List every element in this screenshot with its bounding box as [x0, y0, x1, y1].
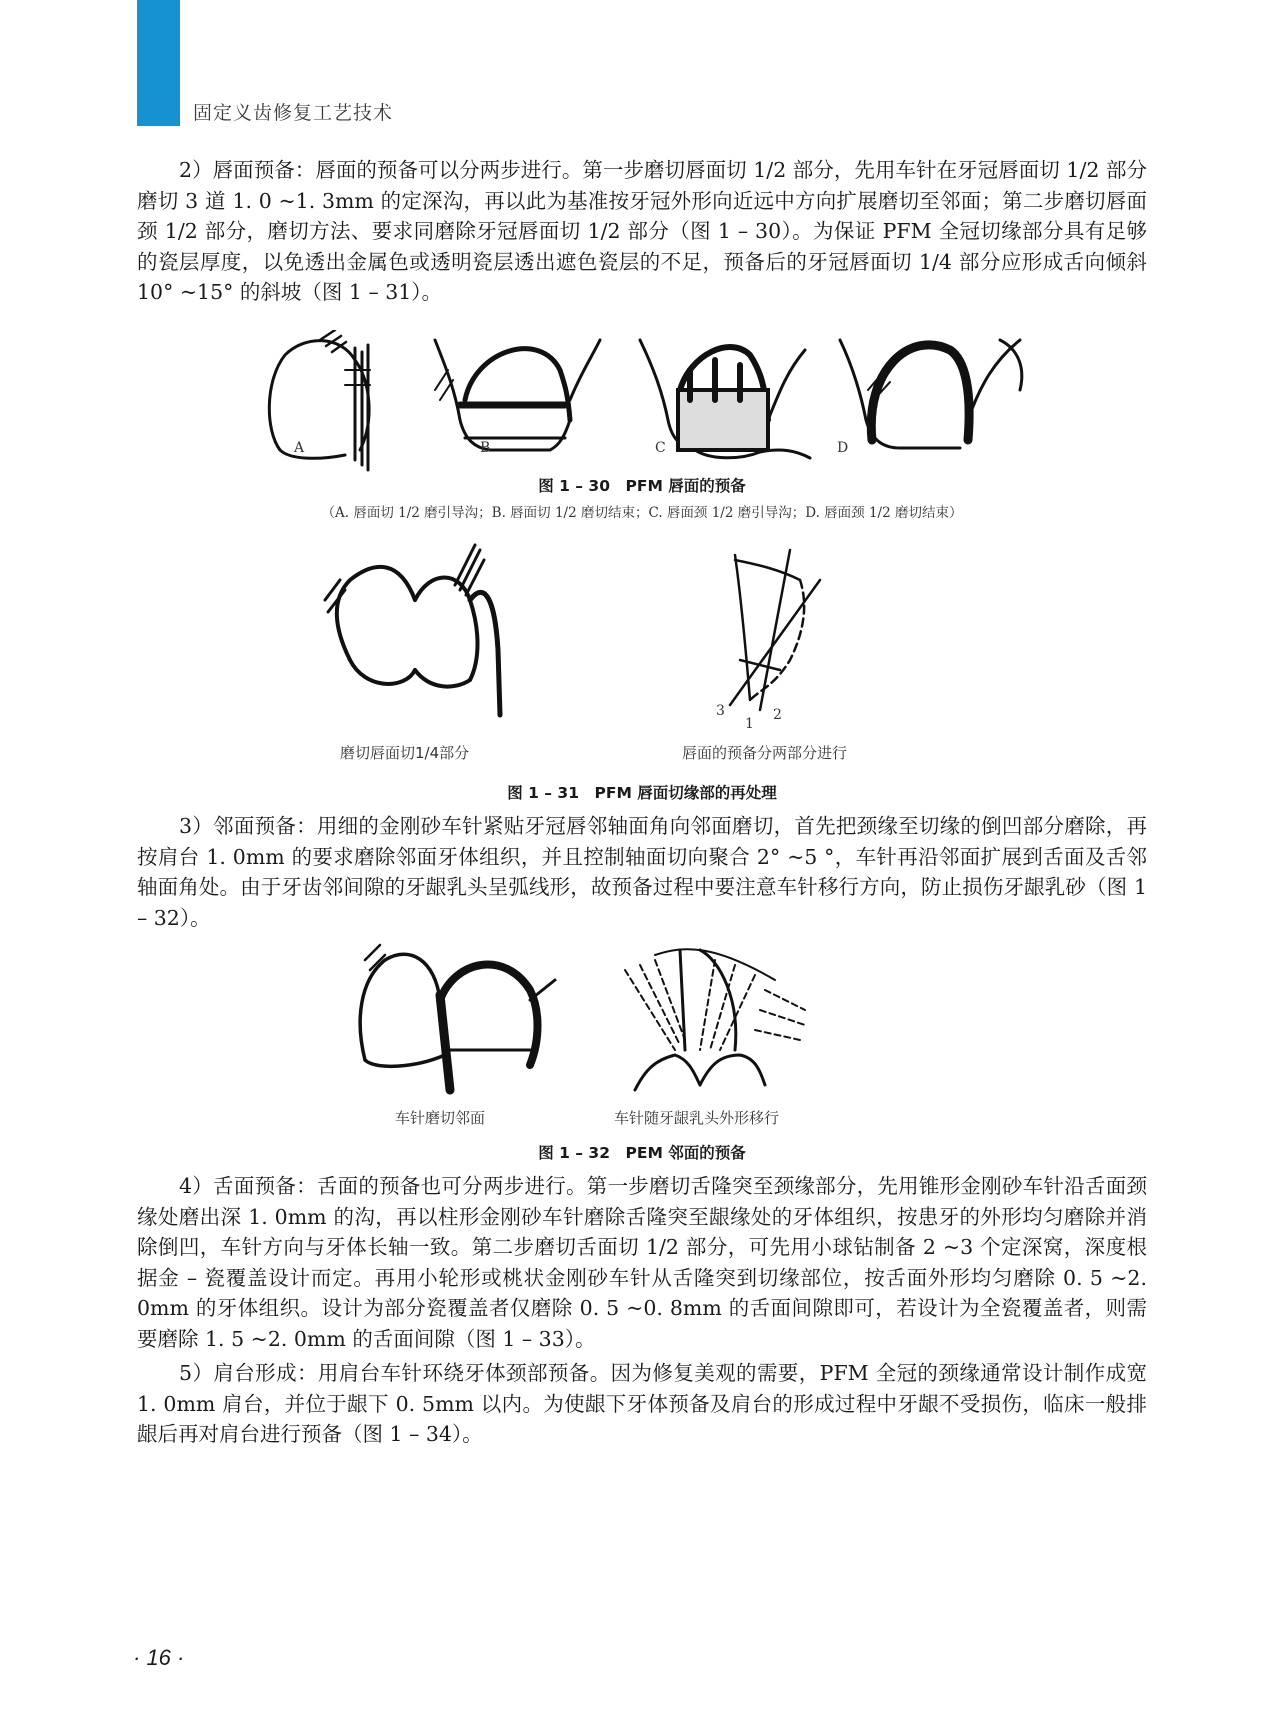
- figure-1-30-caption: 图 1 – 30 PFM 唇面的预备: [538, 477, 746, 495]
- panel-label-c: C: [655, 440, 666, 456]
- fig32-left-label: 车针磨切邻面: [395, 1109, 486, 1127]
- fig31-right-label: 唇面的预备分两部分进行: [682, 744, 848, 762]
- paragraph-shoulder-text: 5）肩台形成：用肩台车针环绕牙体颈部预备。因为修复美观的需要，PFM 全冠的颈缘通常设计制作成宽 1. 0mm 肩台，并位于龈下 0. 5mm 以内。为使龈下牙体预备及肩台的形成过程中牙龈不受损伤，临床一般排龈后再对肩台进行预备（图 1 – 34）。: [137, 1361, 1147, 1446]
- figure-1-31-caption: 图 1 – 31 PFM 唇面切缘部的再处理: [507, 784, 777, 802]
- panel-label-d: D: [837, 440, 849, 456]
- panel-label-b: B: [480, 440, 491, 456]
- panel-label-a: A: [294, 440, 305, 456]
- fig32-right-label: 车针随牙龈乳头外形移行: [614, 1109, 780, 1127]
- figure-1-30-drawing: [260, 330, 1030, 485]
- paragraph-proximal-prep: [137, 811, 1147, 933]
- paragraph-lingual-prep: [137, 1171, 1147, 1354]
- panel-d-tooth: [840, 340, 1022, 448]
- figure-1-32-drawing: [355, 940, 825, 1100]
- paragraph-labial-text: 2）唇面预备：唇面的预备可以分两步进行。第一步磨切唇面切 1/2 部分，先用车针在牙冠唇面切 1/2 部分磨切 3 道 1. 0 ~1. 3mm 的定深沟，再以此为基准按牙冠外形向近远中方向扩展磨切至邻面；第二步磨切唇面颈 1/2 部分，磨切方法、要求同磨除牙冠唇面切 1/2 部分（图 1 – 30）。为保证 PFM 全冠切缘部分具有足够的瓷层厚度，以免透出金属色或透明瓷层透出遮色瓷层的不足，预备后的牙冠唇面切 1/4 部分应形成舌向倾斜 10° ~15° 的斜坡（图 1 – 31）。: [137, 158, 1147, 304]
- fig31-num-2: 2: [773, 707, 782, 723]
- panel-a-tooth: [269, 330, 370, 470]
- fig31-left-label: 磨切唇面切1/4部分: [340, 744, 470, 762]
- running-header: 固定义齿修复工艺技术: [193, 102, 394, 124]
- paragraph-lingual-text: 4）舌面预备：舌面的预备也可分两步进行。第一步磨切舌隆突至颈缘部分，先用锥形金刚砂车针沿舌面颈缘处磨出深 1. 0mm 的沟，再以柱形金刚砂车针磨除舌隆突至龈缘处的牙体组织，按患牙的外形均匀磨除并消除倒凹，车针方向与牙体长轴一致。第二步磨切舌面切 1/2 部分，可先用小球钻制备 2 ~3 个定深窝，深度根据金 – 瓷覆盖设计而定。再用小轮形或桃状金刚砂车针从舌隆突到切缘部位，按舌面外形均匀磨除 0. 5 ~2. 0mm 的牙体组织。设计为部分瓷覆盖者仅磨除 0. 5 ~0. 8mm 的舌面间隙即可，若设计为全瓷覆盖者，则需要磨除 1. 5 ~2. 0mm 的舌面间隙（图 1 – 33）。: [137, 1174, 1147, 1351]
- page-number: · 16 ·: [133, 1645, 185, 1670]
- figure-1-31-drawing: [320, 540, 840, 725]
- panel-b-tooth: [435, 340, 600, 450]
- paragraph-shoulder-prep: [137, 1358, 1147, 1450]
- fig31-num-3: 3: [716, 703, 725, 719]
- fig31-num-1: 1: [745, 716, 754, 732]
- fig31-right-diagram: [730, 550, 820, 710]
- figure-1-30-subcaption: （A. 唇面切 1/2 磨引导沟；B. 唇面切 1/2 磨切结束；C. 唇面颈 1/2 磨引导沟；D. 唇面颈 1/2 磨切结束）: [321, 505, 963, 521]
- fig32-left-teeth: [360, 945, 555, 1090]
- fig31-left-teeth: [325, 545, 500, 715]
- fig32-right-diagram: [625, 949, 805, 1090]
- paragraph-labial-prep: [137, 155, 1147, 308]
- chapter-color-tab: [137, 0, 180, 126]
- paragraph-proximal-text: 3）邻面预备：用细的金刚砂车针紧贴牙冠唇邻轴面角向邻面磨切，首先把颈缘至切缘的倒凹部分磨除，再按肩台 1. 0mm 的要求磨除邻面牙体组织，并且控制轴面切向聚合 2° ~5 °，车针再沿邻面扩展到舌面及舌邻轴面角处。由于牙齿邻间隙的牙龈乳头呈弧线形，故预备过程中要注意车针移行方向，防止损伤牙龈乳砂（图 1 – 32）。: [137, 814, 1147, 930]
- figure-1-32-caption: 图 1 – 32 PEM 邻面的预备: [538, 1144, 746, 1162]
